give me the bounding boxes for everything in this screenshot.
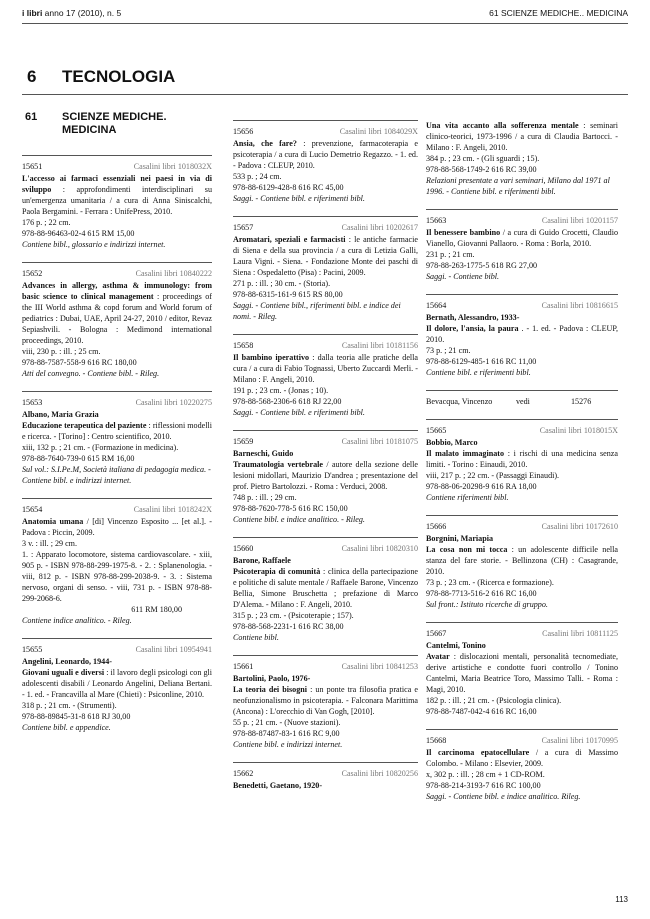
entry-code: Casalini libri 10172610 bbox=[541, 522, 618, 531]
column-1 bbox=[22, 155, 212, 745]
entry-number: 15666 bbox=[426, 522, 447, 531]
entry-notes: Contiene bibl., glossario e indirizzi internet. bbox=[22, 240, 166, 249]
entry-description bbox=[426, 747, 618, 769]
entry-title: Il bambino iperattivo bbox=[233, 353, 310, 362]
entry-description bbox=[233, 684, 418, 717]
entry-description bbox=[22, 420, 212, 442]
entry-isbn: 978-88-6129-485-1 616 RC 11,00 bbox=[426, 357, 537, 366]
entry-notes: Contiene bibl. e appendice. bbox=[22, 723, 111, 732]
entry-isbn: 978-88-263-1775-5 618 RG 27,00 bbox=[426, 261, 538, 270]
entry-physical: viii, 230 p. : ill. ; 25 cm. bbox=[22, 347, 101, 356]
entry-number: 15662 bbox=[233, 769, 254, 778]
entry-isbn: 978-88-7487-042-4 616 RC 16,00 bbox=[426, 707, 537, 716]
entry-description bbox=[22, 516, 212, 538]
entry-desc-text: : un adolescente difficile nella stanza del fare storie. - Bellinzona (CH) : Casagrande, 2010. bbox=[426, 545, 619, 576]
entry-code: Casalini libri 10820310 bbox=[341, 544, 418, 553]
entry-desc-text: : i rischi di una medicina senza limiti. - Torino : Einaudi, 2010. bbox=[426, 449, 618, 469]
entry-isbn: 978-88-96463-02-4 615 RM 15,00 bbox=[22, 229, 135, 238]
entry-meta bbox=[426, 521, 618, 532]
entry-code: Casalini libri 1084029X bbox=[339, 127, 418, 136]
entry-isbn: 978-88-06-20298-9 616 RA 18,00 bbox=[426, 482, 537, 491]
entry-author: Borgnini, Mariapia bbox=[426, 534, 494, 543]
entry-notes: Contiene bibl. bbox=[233, 633, 279, 642]
entry-title: Il malato immaginato bbox=[426, 449, 504, 458]
entry-notes: Relazioni presentate a vari seminari, Milano dal 1971 al 1996. - Contiene bibl. e riferimenti bibl. bbox=[426, 176, 610, 196]
entry-number: 15661 bbox=[233, 662, 254, 671]
entry-desc-text: : proceedings of the III World asthma & copd forum and World forum of pediatrics : Dubai, UAE, April 24-27, 2010 / editor, Revaz Sepiashvili. - Bologna : Medimond international proceedings, 2010. bbox=[22, 292, 212, 345]
entry-title: Educazione terapeutica del paziente bbox=[22, 421, 147, 430]
catalog-entry bbox=[233, 655, 418, 750]
see-also-target: 15276 bbox=[571, 397, 592, 406]
entry-meta bbox=[233, 436, 418, 447]
entry-physical: 55 p. ; 21 cm. - (Nuove stazioni). bbox=[233, 718, 341, 727]
entry-notes: Sul vol.: S.I.Pe.M, Società italiana di pedagogia medica. - Contiene bibl. e indirizzi internet. bbox=[22, 465, 211, 485]
entry-title: Giovani uguali e diversi bbox=[22, 668, 105, 677]
section-title: TECNOLOGIA bbox=[62, 67, 176, 86]
entry-physical: 73 p. ; 21 cm. bbox=[426, 346, 471, 355]
entry-desc-text: : prevenzione, farmacoterapia e psicoterapia / a cura di Lucio Demetrio Regazzo. - 1. ed. - Padova : CLEUP, 2010. bbox=[233, 139, 418, 170]
entry-physical: 315 p. ; 23 cm. - (Psicoterapie ; 157). bbox=[233, 611, 354, 620]
entry-desc-text: : dislocazioni mentali, personalità tecnomediate, derive artistiche e condotte fuori controllo / Tonino Cantelmi, Maria Beatrice Toro, Massimo Talli. - Roma : Magi, 2010. bbox=[426, 652, 618, 694]
entry-meta bbox=[233, 661, 418, 672]
entry-isbn: 978-88-568-2306-6 618 RJ 22,00 bbox=[233, 397, 342, 406]
entry-code: Casalini libri 10820256 bbox=[341, 769, 418, 778]
entry-notes: Saggi. - Contiene bibl. e riferimenti bibl. bbox=[233, 194, 365, 203]
entry-title: Aromatari, speziali e farmacisti bbox=[233, 235, 346, 244]
entry-physical: viii, 217 p. ; 22 cm. - (Passaggi Einaudi). bbox=[426, 471, 560, 480]
entry-description bbox=[233, 138, 418, 171]
entry-notes: Contiene bibl. e riferimenti bibl. bbox=[426, 368, 531, 377]
subsection-title: SCIENZE MEDICHE. MEDICINA bbox=[62, 111, 167, 136]
entry-isbn: 978-88-214-3193-7 616 RC 100,00 bbox=[426, 781, 541, 790]
entry-number: 15660 bbox=[233, 544, 254, 553]
entry-number: 15663 bbox=[426, 216, 447, 225]
entry-code: Casalini libri 1018242X bbox=[133, 505, 212, 514]
entry-number: 15665 bbox=[426, 426, 447, 435]
entry-meta bbox=[22, 268, 212, 279]
see-also-name: Bevacqua, Vincenzo bbox=[426, 397, 493, 406]
entry-code: Casalini libri 10181156 bbox=[341, 341, 418, 350]
catalog-entry bbox=[22, 262, 212, 379]
entry-code: Casalini libri 10220275 bbox=[135, 398, 212, 407]
entry-desc-text: / a cura di Guido Crocetti, Claudio Vianello, Giovanni Pallaoro. - Roma : Borla, 2010. bbox=[426, 228, 618, 248]
entry-description bbox=[426, 323, 618, 345]
entry-meta bbox=[22, 504, 212, 515]
entry-description bbox=[233, 352, 418, 385]
entry-isbn: 978-88-7587-558-9 616 RC 180,00 bbox=[22, 358, 137, 367]
entry-desc-text: : dalla teoria alle pratiche della cura / a cura di Fabio Tognassi, Uberto Zuccardi Merli. - Milano : F. Angeli, 2010. bbox=[233, 353, 419, 384]
issue-info: anno 17 (2010), n. 5 bbox=[42, 8, 122, 18]
catalog-entry bbox=[233, 430, 418, 525]
entry-meta bbox=[233, 768, 418, 779]
entry-code: Casalini libri 10811125 bbox=[542, 629, 618, 638]
entry-physical: 182 p. : ill. ; 21 cm. - (Psicologia clinica). bbox=[426, 696, 562, 705]
entry-physical: x, 302 p. : ill. ; 28 cm + 1 CD-ROM. bbox=[426, 770, 545, 779]
header-section: 61 SCIENZE MEDICHE.. MEDICINA bbox=[489, 8, 628, 18]
entry-code: Casalini libri 10202617 bbox=[341, 223, 418, 232]
entry-physical: 191 p. ; 23 cm. - (Jonas ; 10). bbox=[233, 386, 329, 395]
entry-code: Casalini libri 10181075 bbox=[341, 437, 418, 446]
entry-author: Benedetti, Gaetano, 1920- bbox=[233, 781, 323, 790]
entry-parts: 1. : Apparato locomotore, sistema cardiovascolare. - xiii, 905 p. - ISBN 978-88-299-1975-8. - 2. : Splanenologia. - viii, 812 p. - ISBN 978-88-299-2038-9. - 3. : Sistema nervoso, organi di senso. - viii, 731 p. - ISBN 978-88-299-2068-6. bbox=[22, 550, 212, 603]
entry-desc-text: / autore della sezione delle lesioni midollari, Maurizio D'andrea ; presentazione del prof. Pietro Bartolozzi. - Roma : Verduci, 2008. bbox=[233, 460, 419, 491]
entry-code: Casalini libri 10170995 bbox=[541, 736, 618, 745]
entry-number: 15651 bbox=[22, 162, 43, 171]
entry-code: Casalini libri 1018032X bbox=[133, 162, 212, 171]
entry-desc-text: : un ponte tra filosofia pratica e neofunzionalismo in psicoterapia. - Falconara Marittima (Ancona) : L'orecchio di Van Gogh, [2010]. bbox=[233, 685, 418, 716]
entry-number: 15654 bbox=[22, 505, 43, 514]
entry-desc-text: . - 1. ed. - Padova : CLEUP, 2010. bbox=[426, 324, 618, 344]
entry-meta bbox=[233, 126, 418, 137]
entry-isbn: 978-88-568-2231-1 616 RC 38,00 bbox=[233, 622, 344, 631]
entry-author: Cantelmi, Tonino bbox=[426, 641, 486, 650]
entry-number: 15652 bbox=[22, 269, 43, 278]
entry-description bbox=[22, 280, 212, 346]
entry-meta bbox=[426, 215, 618, 226]
entry-description bbox=[426, 227, 618, 249]
catalog-entry bbox=[233, 216, 418, 322]
entry-author: Angelini, Leonardo, 1944- bbox=[22, 657, 112, 666]
catalog-entry bbox=[22, 155, 212, 250]
entry-notes: Sul front.: Istituto ricerche di gruppo. bbox=[426, 600, 548, 609]
entry-notes: Saggi. - Contiene bibl. bbox=[426, 272, 500, 281]
catalog-entry bbox=[233, 334, 418, 418]
entry-title: Il carcinoma epatocellulare bbox=[426, 748, 530, 757]
catalog-entry bbox=[233, 120, 418, 204]
entry-physical: 271 p. : ill. ; 30 cm. - (Storia). bbox=[233, 279, 331, 288]
entry-physical: 73 p. ; 23 cm. - (Ricerca e formazione). bbox=[426, 578, 554, 587]
entry-title: Avatar bbox=[426, 652, 450, 661]
entry-number: 15668 bbox=[426, 736, 447, 745]
entry-meta bbox=[233, 222, 418, 233]
see-also-reference bbox=[426, 390, 618, 407]
header-rule bbox=[22, 23, 628, 24]
catalog-entry bbox=[426, 294, 618, 378]
entry-title: Il benessere bambino bbox=[426, 228, 501, 237]
journal-info bbox=[22, 8, 121, 18]
entry-physical: 384 p. ; 23 cm. - (Gli sguardi ; 15). bbox=[426, 154, 540, 163]
entry-physical: xiii, 132 p. ; 21 cm. - (Formazione in medicina). bbox=[22, 443, 179, 452]
entry-description bbox=[233, 459, 418, 492]
subsection-number: 61 bbox=[25, 111, 38, 123]
entry-description bbox=[22, 173, 212, 217]
catalog-entry bbox=[22, 638, 212, 733]
section-number: 6 bbox=[27, 67, 37, 86]
journal-name: i libri bbox=[22, 8, 43, 18]
entry-price: 611 RM 180,00 bbox=[131, 605, 182, 614]
entry-description bbox=[426, 544, 618, 577]
entry-title: Anatomia umana bbox=[22, 517, 84, 526]
entry-meta bbox=[426, 300, 618, 311]
entry-physical: 748 p. : ill. ; 29 cm. bbox=[233, 493, 297, 502]
column-2 bbox=[233, 120, 418, 803]
entry-notes: Saggi. - Contiene bibl., riferimenti bibl. e indice dei nomi. - Rileg. bbox=[233, 301, 401, 321]
catalog-entry bbox=[22, 391, 212, 486]
entry-isbn: 978-88-7640-739-0 615 RM 16,00 bbox=[22, 454, 135, 463]
entry-title: La teoria dei bisogni bbox=[233, 685, 307, 694]
entry-desc-text: : riflessioni modelli e ricerca. - [Torino] : Centro scientifico, 2010. bbox=[22, 421, 212, 441]
entry-title: Psicoterapia di comunità bbox=[233, 567, 321, 576]
entry-physical: 533 p. ; 24 cm. bbox=[233, 172, 282, 181]
entry-number: 15653 bbox=[22, 398, 43, 407]
entry-notes: Saggi. - Contiene bibl. e riferimenti bibl. bbox=[233, 408, 365, 417]
entry-number: 15657 bbox=[233, 223, 254, 232]
entry-notes: Saggi. - Contiene bibl. e indice analitico. Rileg. bbox=[426, 792, 581, 801]
entry-description bbox=[426, 448, 618, 470]
entry-number: 15664 bbox=[426, 301, 447, 310]
entry-desc-text: : approfondimenti interdisciplinari su un'emergenza umanitaria / a cura di Anna Siniscalchi, Paola Bergamini. - Ferrara : UnifePress, 2010. bbox=[22, 185, 212, 216]
entry-notes: Contiene riferimenti bibl. bbox=[426, 493, 509, 502]
catalog-entry bbox=[426, 209, 618, 282]
see-also-word: vedi bbox=[516, 397, 530, 406]
entry-description bbox=[426, 651, 618, 695]
catalog-entry bbox=[233, 537, 418, 643]
entry-description bbox=[22, 667, 212, 700]
catalog-entry bbox=[426, 729, 618, 802]
entry-code: Casalini libri 10954941 bbox=[135, 645, 212, 654]
entry-title: Advances in allergy, asthma & immunology: from basic science to clinical management bbox=[22, 281, 212, 301]
entry-meta bbox=[22, 644, 212, 655]
entry-number: 15659 bbox=[233, 437, 254, 446]
entry-title: L'accesso ai farmaci essenziali nei paesi in via di sviluppo bbox=[22, 174, 212, 194]
entry-author: Bobbio, Marco bbox=[426, 438, 478, 447]
entry-isbn: 978-88-6129-428-8 616 RC 45,00 bbox=[233, 183, 344, 192]
entry-meta bbox=[22, 161, 212, 172]
entry-desc-text: : seminari clinico-teorici, 1973-1996 / a cura di Claudia Bartocci. - Milano : F. Angeli, 2010. bbox=[426, 121, 618, 152]
entry-code: Casalini libri 10816615 bbox=[541, 301, 618, 310]
entry-title: Una vita accanto alla sofferenza mentale bbox=[426, 121, 579, 130]
catalog-entry bbox=[22, 498, 212, 626]
entry-author: Barone, Raffaele bbox=[233, 556, 291, 565]
entry-author: Bernath, Alessandro, 1933- bbox=[426, 313, 520, 322]
entry-description bbox=[233, 234, 418, 278]
running-header bbox=[22, 8, 628, 22]
catalog-entry bbox=[426, 419, 618, 503]
entry-number: 15655 bbox=[22, 645, 43, 654]
entry-isbn: 978-88-87487-83-1 616 RC 9,00 bbox=[233, 729, 340, 738]
entry-meta bbox=[233, 340, 418, 351]
entry-title: Ansia, che fare? bbox=[233, 139, 297, 148]
entry-desc-text: / a cura di Massimo Colombo. - Milano : Elsevier, 2009. bbox=[426, 748, 618, 768]
entry-physical: 176 p. ; 22 cm. bbox=[22, 218, 71, 227]
entry-author: Barneschi, Guido bbox=[233, 449, 294, 458]
entry-code: Casalini libri 10201157 bbox=[541, 216, 618, 225]
entry-notes: Contiene indice analitico. - Rileg. bbox=[22, 616, 132, 625]
entry-desc-text: : clinica della partecipazione e politiche di salute mentale / Raffaele Barone, Vincenzo Bellia, Simone Bruschetta ; prefazione di Marco D'Alema. - Milano : F. Angeli, 2010. bbox=[233, 567, 418, 609]
catalog-entry bbox=[426, 622, 618, 717]
entry-desc-text: : le antiche farmacie di Siena e della sua provincia / a cura di Letizia Galli, Laura Vigni. - Siena. - Fondazione Monte dei paschi di Siena : Ospedaletto (Pisa) : Pacini, 2009. bbox=[233, 235, 418, 277]
page-number: 113 bbox=[615, 895, 628, 904]
section-rule bbox=[22, 94, 628, 95]
entry-author: Bartolini, Paolo, 1976- bbox=[233, 674, 311, 683]
entry-code: Casalini libri 1018015X bbox=[539, 426, 618, 435]
entry-isbn: 978-88-7620-778-5 616 RC 150,00 bbox=[233, 504, 348, 513]
entry-code: Casalini libri 10841253 bbox=[341, 662, 418, 671]
entry-meta bbox=[22, 397, 212, 408]
entry-number: 15667 bbox=[426, 629, 447, 638]
entry-isbn: 978-88-89845-31-8 618 RJ 30,00 bbox=[22, 712, 131, 721]
entry-meta bbox=[426, 735, 618, 746]
entry-meta bbox=[426, 425, 618, 436]
entry-author: Albano, Maria Grazia bbox=[22, 410, 99, 419]
entry-isbn: 978-88-6315-161-9 615 RS 80,00 bbox=[233, 290, 343, 299]
entry-title: La cosa non mi tocca bbox=[426, 545, 508, 554]
entry-title: Il dolore, l'ansia, la paura bbox=[426, 324, 519, 333]
entry-notes: Contiene bibl. e indice analitico. - Rileg. bbox=[233, 515, 365, 524]
entry-notes: Atti del convegno. - Contiene bibl. - Rileg. bbox=[22, 369, 160, 378]
entry-physical: 3 v. : ill. ; 29 cm. bbox=[22, 539, 78, 548]
entry-number: 15656 bbox=[233, 127, 254, 136]
entry-meta bbox=[233, 543, 418, 554]
catalog-entry bbox=[426, 515, 618, 610]
entry-isbn: 978-88-7713-516-2 616 RC 16,00 bbox=[426, 589, 537, 598]
entry-desc-text: / [di] Vincenzo Esposito ... [et al.]. - Padova : Piccin, 2009. bbox=[22, 517, 212, 537]
entry-code: Casalini libri 10840222 bbox=[135, 269, 212, 278]
catalog-entry bbox=[233, 762, 418, 791]
entry-description bbox=[233, 566, 418, 610]
entry-isbn: 978-88-568-1749-2 616 RC 39,00 bbox=[426, 165, 537, 174]
entry-description bbox=[426, 120, 618, 153]
entry-physical: 318 p. ; 21 cm. - (Strumenti). bbox=[22, 701, 117, 710]
catalog-entry bbox=[426, 120, 618, 197]
entry-desc-text: : il lavoro degli psicologi con gli adolescenti disabili / Leonardo Angelini, Deliana Bertani. - 1. ed. - Francavilla al Mare (Chieti) : Psiconline, 2010. bbox=[22, 668, 212, 699]
entry-notes: Contiene bibl. e indirizzi internet. bbox=[233, 740, 343, 749]
entry-number: 15658 bbox=[233, 341, 254, 350]
entry-meta bbox=[426, 628, 618, 639]
entry-physical: 231 p. ; 21 cm. bbox=[426, 250, 475, 259]
column-3 bbox=[426, 120, 618, 814]
entry-title: Traumatologia vertebrale bbox=[233, 460, 323, 469]
